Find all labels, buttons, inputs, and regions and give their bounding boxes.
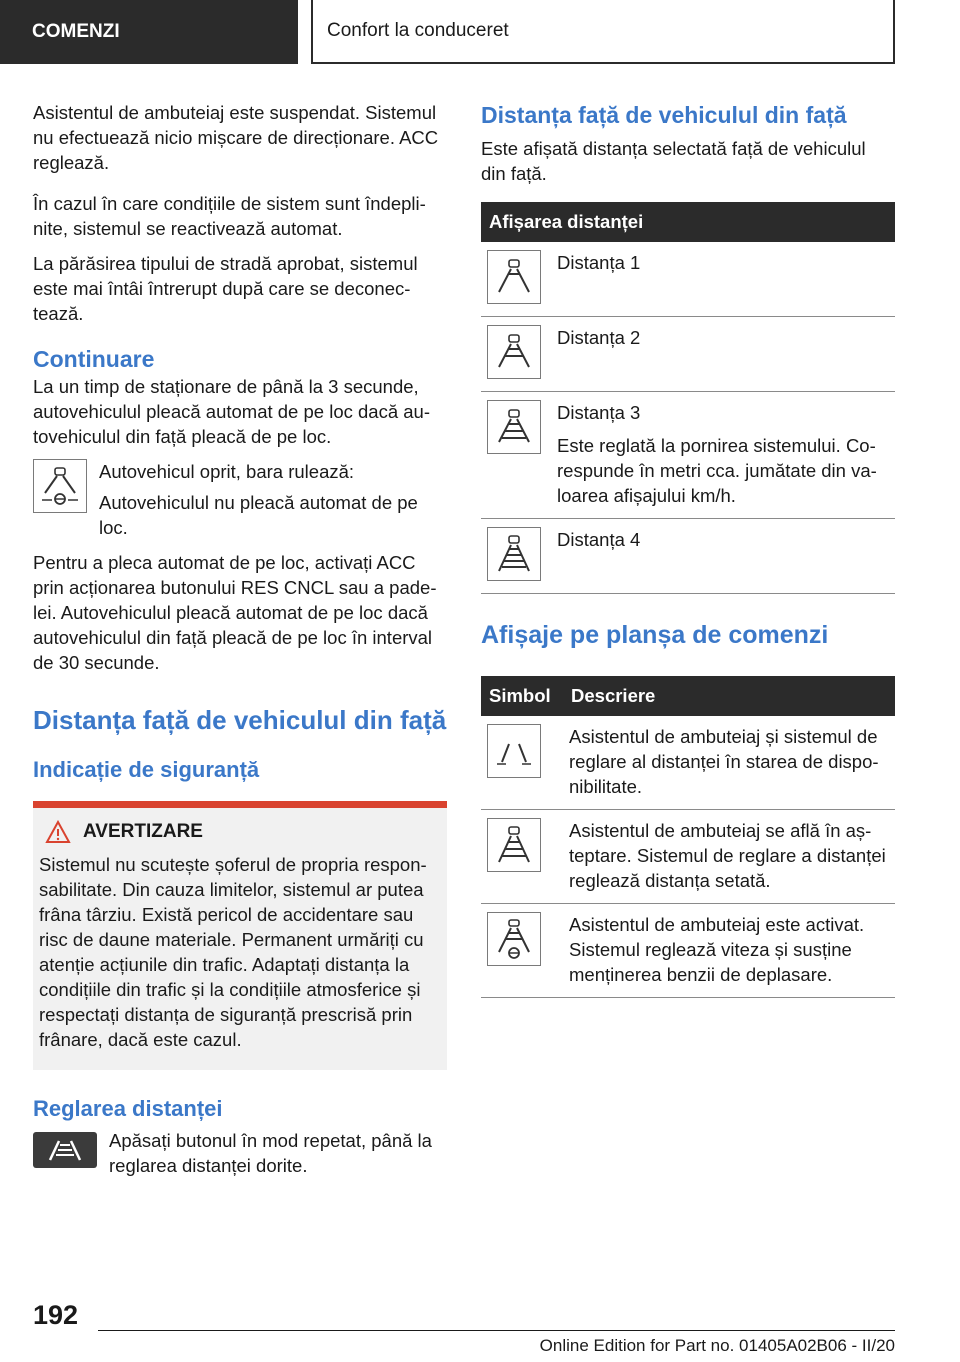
paragraph: La un timp de staționare de până la 3 secunde, autovehiculul pleacă automat de pe loc dacă autovehiculul din față pleacă de pe loc. (33, 376, 431, 447)
traffic-jam-active-icon (487, 912, 541, 966)
paragraph: În cazul în care condițiile de sistem sunt îndeplinite, sistemul se reactivează automat. (33, 193, 426, 239)
reglarea-heading: Reglarea distanței (33, 1096, 223, 1121)
distance-heading-right: Distanța față de vehiculul din față (481, 102, 847, 128)
distance-1-icon (487, 250, 541, 304)
distance-3-icon (487, 400, 541, 454)
paragraph: Pentru a pleca automat de pe loc, activați ACC prin acționarea butonului RES CNCL sau a padelei. Autovehiculul pleacă automat de pe loc dacă autovehiculul din față pleacă de pe loc în interval de 30 secunde. (33, 552, 437, 673)
safety-heading: Indicație de siguranță (33, 757, 260, 782)
table-row (481, 810, 895, 904)
page-number: 192 (33, 1300, 79, 1330)
reglarea-text: Apăsați butonul în mod repetat, până la reglarea distanței dorite. (109, 1130, 432, 1176)
paragraph: Asistentul de ambuteiaj este suspendat. Sistemul nu efectuează nicio mișcare de direcționare. ACC reglează. (33, 102, 439, 173)
afisaje-heading: Afișaje pe planșa de comenzi (481, 621, 829, 649)
table-row (481, 519, 895, 594)
table-row (481, 904, 895, 998)
distance-label: Distanța 4 (551, 519, 895, 594)
icon-caption: Autovehicul oprit, bara rulează: (99, 461, 355, 482)
column-header-symbol: Simbol (481, 676, 563, 716)
icon-caption: Autovehiculul nu pleacă automat de pe loc. (99, 492, 418, 538)
distance-note: Este reglată la pornirea sistemului. Corespunde în metri cca. jumătate din valoarea afișajului km/h. (557, 435, 877, 506)
continuare-heading: Continuare (33, 346, 155, 372)
table-row (481, 242, 895, 317)
table-row (481, 317, 895, 392)
warning-box (33, 808, 447, 1070)
paragraph: La părăsirea tipului de stradă aprobat, sistemul este mai întâi întrerupt după care se deconectează. (33, 253, 418, 324)
right-column (481, 100, 895, 998)
distance-4-icon (487, 527, 541, 581)
description: Asistentul de ambuteiaj se află în așteptare. Sistemul de reglare a distanței reglează distanța setată. (563, 810, 895, 904)
distance-button-note (33, 1132, 447, 1178)
distance-heading: Distanța față de vehiculul din față (33, 705, 447, 735)
distance-intro: Este afișată distanța selectată față de vehiculul din față. (481, 138, 866, 184)
footer-divider (98, 1330, 895, 1331)
description: Asistentul de ambuteiaj este activat. Sistemul reglează viteza și susține menținerea benzii de deplasare. (563, 904, 895, 998)
lane-ready-icon (487, 724, 541, 778)
column-header-description: Descriere (563, 676, 895, 716)
warning-title: AVERTIZARE (83, 821, 203, 842)
distance-label: Distanța 3 (557, 402, 641, 423)
distance-2-icon (487, 325, 541, 379)
table-row (481, 392, 895, 519)
header-section: COMENZI (0, 0, 298, 64)
warning-triangle-icon (45, 820, 71, 844)
warning-bar (33, 801, 447, 808)
distance-table-header: Afișarea distanței (481, 202, 895, 242)
distance-label: Distanța 1 (551, 242, 895, 317)
header-chapter: Confort la conduceret (311, 0, 895, 64)
stopped-vehicle-note (33, 459, 447, 546)
table-row (481, 716, 895, 810)
distance-label: Distanța 2 (551, 317, 895, 392)
distance-display-table (481, 202, 895, 594)
control-display-table (481, 676, 895, 998)
description: Asistentul de ambuteiaj și sistemul de reglare al distanței în starea de disponibilitate. (563, 716, 895, 810)
left-column (33, 100, 447, 1182)
edition-note: Online Edition for Part no. 01405A02B06 - II/20 (539, 1336, 895, 1355)
warning-text: Sistemul nu scutește șoferul de propria responsabilitate. Din cauza limitelor, sistemul ar putea frâna târziu. Există pericol de accidentare sau risc de daune materiale. Permanent urmăriți cu atenție acțiunile din trafic. Adaptați distanța la condițiile din trafic și la condițiile atmosferice și respectați distanța de siguranță prescrisă prin frânare, dacă este cazul. (39, 854, 427, 1050)
distance-waiting-icon (487, 818, 541, 872)
vehicle-stopped-icon (33, 459, 87, 513)
distance-button-icon (33, 1132, 97, 1168)
